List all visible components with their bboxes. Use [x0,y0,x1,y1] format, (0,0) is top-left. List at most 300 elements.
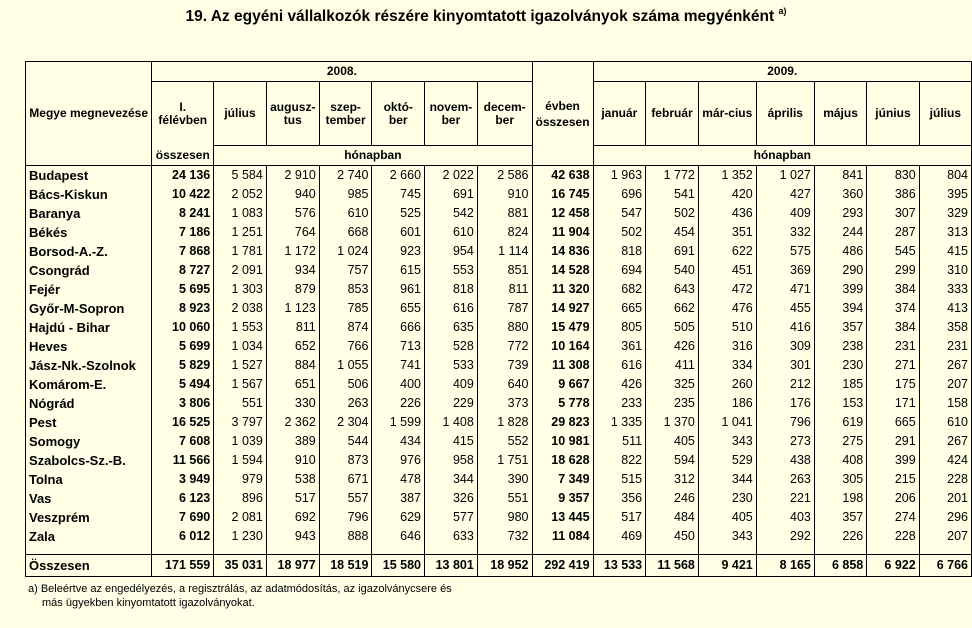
table-cell: 7 349 [532,470,593,489]
table-cell: 1 751 [477,451,532,470]
table-cell: 293 [814,204,866,223]
table-cell: 18 519 [319,554,372,576]
table-cell: 601 [372,223,425,242]
table-cell: 961 [372,280,425,299]
table-cell: 395 [919,185,971,204]
table-cell: 510 [698,318,756,337]
table-cell: 3 949 [152,470,214,489]
table-cell: 267 [919,356,971,375]
table-cell: 888 [319,527,372,546]
county-name: Szabolcs-Sz.-B. [26,451,152,470]
table-cell: 525 [372,204,425,223]
title-footnote-mark: a) [778,6,787,16]
month-header-2009: július [919,82,971,146]
table-cell: 787 [477,299,532,318]
table-cell: 594 [646,451,699,470]
table-cell: 515 [593,470,646,489]
table-cell: 615 [372,261,425,280]
table-cell: 263 [756,470,814,489]
table-cell: 1 781 [214,242,267,261]
table-cell: 5 829 [152,356,214,375]
month-header-2009: június [867,82,919,146]
table-cell: 5 778 [532,394,593,413]
table-cell: 231 [919,337,971,356]
table-cell: 299 [867,261,919,280]
table-cell: 622 [698,242,756,261]
table-cell: 386 [867,185,919,204]
table-cell: 954 [425,242,478,261]
spacer-cell [593,546,646,554]
month-header-2009: január [593,82,646,146]
table-cell: 830 [867,166,919,186]
table-cell: 301 [756,356,814,375]
county-name: Csongrád [26,261,152,280]
table-cell: 369 [756,261,814,280]
by-month-header-2008: hónapban [214,146,532,166]
table-cell: 6 123 [152,489,214,508]
spacer-cell [646,546,699,554]
table-cell: 804 [919,166,971,186]
table-cell: 745 [372,185,425,204]
county-name: Békés [26,223,152,242]
table-cell: 6 766 [919,554,971,576]
table-cell: 158 [919,394,971,413]
table-cell: 2 091 [214,261,267,280]
table-cell: 274 [867,508,919,527]
footnote [28,582,452,610]
table-cell: 1 172 [266,242,319,261]
table-cell: 427 [756,185,814,204]
table-row [26,337,972,356]
table-cell: 1 251 [214,223,267,242]
spacer-cell [372,546,425,554]
table-cell: 1 352 [698,166,756,186]
table-cell: 11 308 [532,356,593,375]
table-cell: 655 [372,299,425,318]
table-cell: 13 533 [593,554,646,576]
table-cell: 384 [867,280,919,299]
table-cell: 940 [266,185,319,204]
table-cell: 312 [646,470,699,489]
table-cell: 420 [698,185,756,204]
table-cell: 201 [919,489,971,508]
table-cell: 822 [593,451,646,470]
table-cell: 230 [698,489,756,508]
table-cell: 552 [477,432,532,451]
table-cell: 357 [814,318,866,337]
table-cell: 290 [814,261,866,280]
by-month-header-2009: hónapban [593,146,971,166]
table-cell: 6 858 [814,554,866,576]
table-cell: 403 [756,508,814,527]
month-header-2008: szep-tember [319,82,372,146]
table-cell: 943 [266,527,319,546]
spacer-cell [698,546,756,554]
table-cell: 344 [425,470,478,489]
table-cell: 394 [814,299,866,318]
table-cell: 2 038 [214,299,267,318]
table-cell: 529 [698,451,756,470]
table-cell: 1 963 [593,166,646,186]
table-cell: 455 [756,299,814,318]
table-cell: 287 [867,223,919,242]
table-cell: 1 024 [319,242,372,261]
table-cell: 1 527 [214,356,267,375]
table-cell: 333 [919,280,971,299]
table-cell: 896 [214,489,267,508]
table-cell: 542 [425,204,478,223]
table-cell: 2 022 [425,166,478,186]
table-row [26,318,972,337]
table-cell: 408 [814,451,866,470]
table-cell: 696 [593,185,646,204]
table-cell: 841 [814,166,866,186]
table-cell: 910 [266,451,319,470]
table-cell: 796 [756,413,814,432]
table-row [26,280,972,299]
table-cell: 610 [919,413,971,432]
table-cell: 292 419 [532,554,593,576]
table-cell: 436 [698,204,756,223]
table-cell: 665 [593,299,646,318]
table-cell: 874 [319,318,372,337]
table-cell: 1 599 [372,413,425,432]
table-cell: 344 [698,470,756,489]
table-cell: 469 [593,527,646,546]
table-cell: 796 [319,508,372,527]
spacer-cell [919,546,971,554]
table-cell: 502 [646,204,699,223]
table-cell: 11 566 [152,451,214,470]
county-name: Hajdú - Bihar [26,318,152,337]
table-cell: 1 041 [698,413,756,432]
year-2008-header: 2008. [152,62,532,82]
table-cell: 2 586 [477,166,532,186]
table-cell: 175 [867,375,919,394]
table-cell: 811 [266,318,319,337]
footnote-line-1: a) Beleértve az engedélyezés, a regisztrálás, az adatmódosítás, az igazolványcsere és [28,583,452,595]
table-cell: 5 699 [152,337,214,356]
county-name: Bács-Kiskun [26,185,152,204]
table-cell: 1 594 [214,451,267,470]
table-cell: 358 [919,318,971,337]
table-cell: 785 [319,299,372,318]
table-cell: 198 [814,489,866,508]
month-header-2008: novem-ber [425,82,478,146]
table-cell: 307 [867,204,919,223]
table-cell: 851 [477,261,532,280]
table-cell: 533 [425,356,478,375]
spacer-cell [152,546,214,554]
spacer-cell [319,546,372,554]
table-cell: 415 [425,432,478,451]
table-cell: 766 [319,337,372,356]
table-cell: 273 [756,432,814,451]
table-cell: 985 [319,185,372,204]
table-row [26,166,972,186]
table-cell: 541 [646,185,699,204]
table-cell: 694 [593,261,646,280]
table-cell: 244 [814,223,866,242]
table-cell: 5 695 [152,280,214,299]
table-cell: 2 362 [266,413,319,432]
spacer-cell [26,546,152,554]
table-cell: 671 [319,470,372,489]
month-header-2008: decem-ber [477,82,532,146]
table-cell: 528 [425,337,478,356]
table-cell: 356 [593,489,646,508]
table-cell: 13 445 [532,508,593,527]
table-cell: 1 039 [214,432,267,451]
county-column-header: Megye megnevezése [26,62,152,166]
table-cell: 682 [593,280,646,299]
table-cell: 246 [646,489,699,508]
table-cell: 29 823 [532,413,593,432]
table-cell: 691 [646,242,699,261]
table-cell: 772 [477,337,532,356]
table-cell: 332 [756,223,814,242]
county-name: Nógrád [26,394,152,413]
table-cell: 260 [698,375,756,394]
table-row [26,508,972,527]
table-cell: 409 [425,375,478,394]
table-cell: 818 [593,242,646,261]
table-cell: 506 [319,375,372,394]
table-cell: 511 [593,432,646,451]
county-name: Pest [26,413,152,432]
table-cell: 629 [372,508,425,527]
spacer-cell [214,546,267,554]
table-cell: 1 123 [266,299,319,318]
table-cell: 1 055 [319,356,372,375]
table-cell: 11 568 [646,554,699,576]
table-cell: 235 [646,394,699,413]
table-cell: 1 828 [477,413,532,432]
table-cell: 1 553 [214,318,267,337]
table-cell: 267 [919,432,971,451]
county-name: Jász-Nk.-Szolnok [26,356,152,375]
table-cell: 207 [919,527,971,546]
table-cell: 16 745 [532,185,593,204]
county-name: Vas [26,489,152,508]
table-cell: 10 164 [532,337,593,356]
table-cell: 1 408 [425,413,478,432]
table-cell: 238 [814,337,866,356]
table-cell: 619 [814,413,866,432]
table-cell: 330 [266,394,319,413]
table-cell: 310 [919,261,971,280]
table-cell: 171 [867,394,919,413]
month-header-2009: április [756,82,814,146]
table-cell: 502 [593,223,646,242]
table-cell: 18 977 [266,554,319,576]
table-row [26,223,972,242]
table-cell: 811 [477,280,532,299]
month-header-2008: augusz-tus [266,82,319,146]
table-cell: 8 923 [152,299,214,318]
county-name: Borsod-A.-Z. [26,242,152,261]
table-cell: 635 [425,318,478,337]
table-cell: 309 [756,337,814,356]
table-cell: 207 [919,375,971,394]
total-row [26,554,972,576]
table-cell: 553 [425,261,478,280]
county-name: Komárom-E. [26,375,152,394]
table-cell: 538 [266,470,319,489]
table-cell: 215 [867,470,919,489]
spacer-cell [425,546,478,554]
table-cell: 652 [266,337,319,356]
table-cell: 616 [593,356,646,375]
page-title: 19. Az egyéni vállalkozók részére kinyomtatott igazolványok száma megyénként $^{a)}$ [185,6,787,25]
table-cell: 12 458 [532,204,593,223]
table-cell: 360 [814,185,866,204]
table-cell: 2 081 [214,508,267,527]
table-cell: 7 186 [152,223,214,242]
table-cell: 610 [425,223,478,242]
table-cell: 292 [756,527,814,546]
table-cell: 374 [867,299,919,318]
table-cell: 873 [319,451,372,470]
table-cell: 739 [477,356,532,375]
county-name: Budapest [26,166,152,186]
table-cell: 415 [919,242,971,261]
table-cell: 7 608 [152,432,214,451]
table-row [26,261,972,280]
table-cell: 476 [698,299,756,318]
table-cell: 14 927 [532,299,593,318]
table-cell: 7 690 [152,508,214,527]
table-cell: 10 422 [152,185,214,204]
table-cell: 424 [919,451,971,470]
table-cell: 651 [266,375,319,394]
table-cell: 1 772 [646,166,699,186]
table-cell: 389 [266,432,319,451]
table-cell: 416 [756,318,814,337]
county-name: Veszprém [26,508,152,527]
table-cell: 646 [372,527,425,546]
table-cell: 976 [372,451,425,470]
table-cell: 343 [698,527,756,546]
table-cell: 15 479 [532,318,593,337]
county-name: Győr-M-Sopron [26,299,152,318]
table-cell: 732 [477,527,532,546]
table-cell: 305 [814,470,866,489]
table-cell: 409 [756,204,814,223]
table-cell: 1 303 [214,280,267,299]
table-row [26,432,972,451]
county-name: Összesen [26,554,152,576]
table-cell: 426 [593,375,646,394]
table-cell: 979 [214,470,267,489]
table-cell: 713 [372,337,425,356]
table-cell: 662 [646,299,699,318]
table-row [26,394,972,413]
table-cell: 1 083 [214,204,267,223]
table-cell: 10 060 [152,318,214,337]
table-cell: 230 [814,356,866,375]
table-cell: 818 [425,280,478,299]
table-cell: 643 [646,280,699,299]
table-cell: 2 740 [319,166,372,186]
year-2009-header: 2009. [593,62,971,82]
table-cell: 226 [814,527,866,546]
table-cell: 478 [372,470,425,489]
table-cell: 5 584 [214,166,267,186]
table-cell: 15 580 [372,554,425,576]
table-cell: 1 335 [593,413,646,432]
table-cell: 14 836 [532,242,593,261]
table-cell: 373 [477,394,532,413]
table-cell: 551 [477,489,532,508]
month-header-2008: július [214,82,267,146]
table-cell: 505 [646,318,699,337]
table-row [26,204,972,223]
table-cell: 853 [319,280,372,299]
table-cell: 557 [319,489,372,508]
county-name: Heves [26,337,152,356]
spacer-cell [532,546,593,554]
table-row [26,413,972,432]
table-cell: 316 [698,337,756,356]
month-header-2009: május [814,82,866,146]
table-cell: 517 [593,508,646,527]
table-row [26,299,972,318]
table-row [26,451,972,470]
table-row [26,527,972,546]
table-cell: 9 421 [698,554,756,576]
table-cell: 11 904 [532,223,593,242]
table-cell: 879 [266,280,319,299]
county-name: Tolna [26,470,152,489]
table-cell: 668 [319,223,372,242]
table-cell: 454 [646,223,699,242]
table-cell: 545 [867,242,919,261]
table-cell: 472 [698,280,756,299]
table-cell: 8 165 [756,554,814,576]
table-cell: 6 922 [867,554,919,576]
table-cell: 7 868 [152,242,214,261]
table-cell: 551 [214,394,267,413]
table-cell: 18 628 [532,451,593,470]
table-cell: 3 806 [152,394,214,413]
table-cell: 405 [646,432,699,451]
table-cell: 413 [919,299,971,318]
table-cell: 434 [372,432,425,451]
table-cell: 5 494 [152,375,214,394]
table-cell: 438 [756,451,814,470]
table-cell: 263 [319,394,372,413]
month-header-2009: már-cius [698,82,756,146]
table-cell: 11 084 [532,527,593,546]
spacer-cell [867,546,919,554]
table-cell: 271 [867,356,919,375]
table-cell: 326 [425,489,478,508]
table-cell: 334 [698,356,756,375]
table-cell: 399 [867,451,919,470]
table-cell: 540 [646,261,699,280]
table-cell: 880 [477,318,532,337]
spacer-cell [814,546,866,554]
table-cell: 228 [867,527,919,546]
table-cell: 923 [372,242,425,261]
table-cell: 221 [756,489,814,508]
table-cell: 351 [698,223,756,242]
county-name: Somogy [26,432,152,451]
table-cell: 2 052 [214,185,267,204]
table-cell: 14 528 [532,261,593,280]
table-cell: 575 [756,242,814,261]
